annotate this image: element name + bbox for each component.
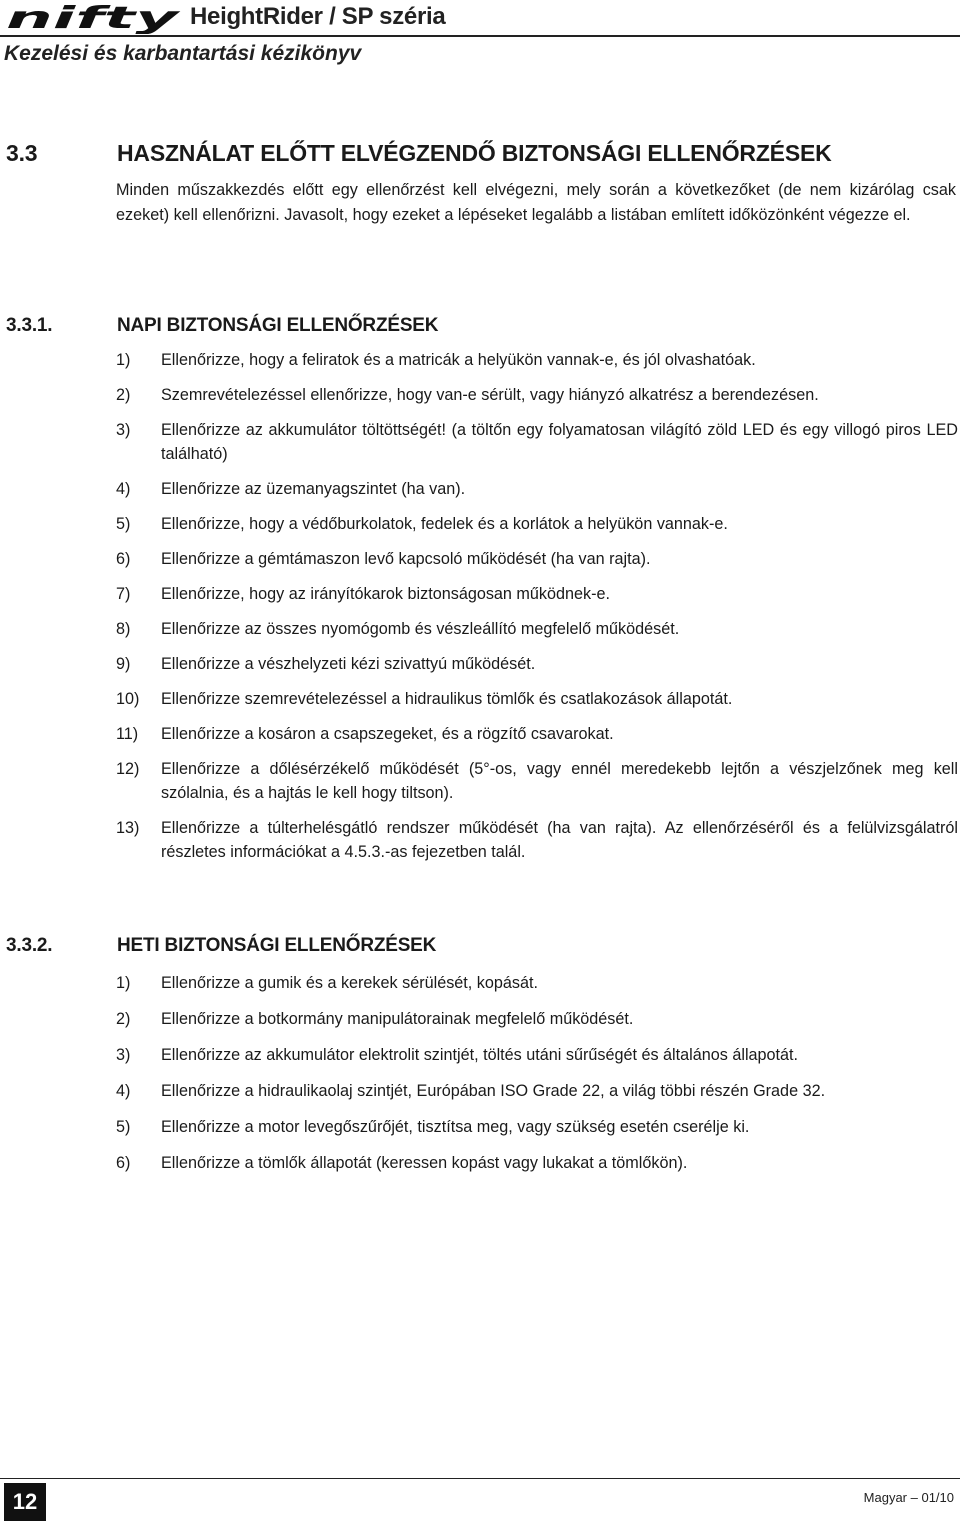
- list-item-text: Ellenőrizze a botkormány manipulátorainak megfelelő működését.: [161, 1010, 634, 1028]
- manual-subtitle: Kezelési és karbantartási kézikönyv: [4, 42, 362, 65]
- page-number: 12: [4, 1483, 46, 1521]
- list-item: [116, 348, 958, 372]
- list-item-text: Szemrevételezéssel ellenőrizze, hogy van-e sérült, vagy hiányzó alkatrész a berendezésen.: [161, 386, 819, 404]
- list-item-number: 7): [116, 585, 131, 603]
- list-item-text: Ellenőrizze az akkumulátor elektrolit szintjét, töltés utáni sűrűségét és általános állapotát.: [161, 1046, 799, 1064]
- list-item-text: Ellenőrizze a hidraulikaolaj szintjét, Európában ISO Grade 22, a világ többi részén Grade 32.: [161, 1082, 826, 1100]
- list-item-text: Ellenőrizze, hogy az irányítókarok biztonságosan működnek-e.: [161, 585, 610, 603]
- list-item-text: Ellenőrizze a gumik és a kerekek sérülését, kopását.: [161, 974, 538, 992]
- list-item-number: 11): [116, 725, 139, 743]
- list-item-text: Ellenőrizze a vészhelyzeti kézi szivattyú működését.: [161, 655, 536, 673]
- logo-wordmark: nifty: [6, 4, 182, 34]
- list-item: [116, 512, 958, 536]
- section-intro: Minden műszakkezdés előtt egy ellenőrzést kell elvégezni, mely során a következőket (de nem kizárólag csak ezeket) kell ellenőrizni. Javasolt, hogy ezeket a lépéseket legalább a listában említett időközönként végezze el.: [116, 181, 956, 224]
- footer-divider: [0, 1478, 960, 1479]
- list-item: [116, 477, 958, 501]
- list-item-number: 1): [116, 351, 131, 369]
- list-item-text: Ellenőrizze az üzemanyagszintet (ha van).: [161, 480, 466, 498]
- list-item-number: 4): [116, 1082, 131, 1100]
- list-item: [116, 816, 958, 864]
- list-item-number: 12): [116, 760, 140, 778]
- page-header: [0, 0, 960, 70]
- list-item-number: 3): [116, 1046, 131, 1064]
- list-item: [116, 383, 958, 407]
- list-item-text: Ellenőrizze a kosáron a csapszegeket, és a rögzítő csavarokat.: [161, 725, 614, 743]
- list-item-number: 2): [116, 1010, 131, 1028]
- list-item: [116, 1079, 958, 1103]
- list-item: [116, 582, 958, 606]
- header-divider: [0, 35, 960, 37]
- list-item: [116, 1151, 958, 1175]
- list-item-number: 6): [116, 1154, 131, 1172]
- list-item-number: 10): [116, 690, 140, 708]
- series-title: HeightRider / SP széria: [190, 3, 446, 30]
- list-item-text: Ellenőrizze a tömlők állapotát (keressen kopást vagy lukakat a tömlőkön).: [161, 1154, 688, 1172]
- list-item: [116, 547, 958, 571]
- nifty-logo: [4, 4, 182, 34]
- list-item-number: 9): [116, 655, 131, 673]
- list-item-text: Ellenőrizze az összes nyomógomb és vészleállító megfelelő működését.: [161, 620, 680, 638]
- weekly-section-title: HETI BIZTONSÁGI ELLENŐRZÉSEK: [117, 935, 437, 956]
- weekly-section-number: 3.3.2.: [6, 935, 53, 956]
- list-item: [116, 757, 958, 805]
- list-item-number: 2): [116, 386, 131, 404]
- list-item-number: 3): [116, 421, 131, 439]
- list-item: [116, 1115, 958, 1139]
- list-item: [116, 687, 958, 711]
- list-item-text: Ellenőrizze a motor levegőszűrőjét, tisztítsa meg, vagy szükség esetén cserélje ki.: [161, 1118, 750, 1136]
- list-item: [116, 1043, 958, 1067]
- section-title: HASZNÁLAT ELŐTT ELVÉGZENDŐ BIZTONSÁGI ELLENŐRZÉSEK: [117, 140, 832, 166]
- list-item: [116, 652, 958, 676]
- daily-section-number: 3.3.1.: [6, 315, 53, 336]
- section-number: 3.3: [6, 140, 38, 166]
- list-item: [116, 971, 958, 995]
- list-item: [116, 722, 958, 746]
- list-item-text: Ellenőrizze szemrevételezéssel a hidraulikus tömlők és csatlakozások állapotát.: [161, 690, 733, 708]
- list-item: [116, 1007, 958, 1031]
- list-item-text: Ellenőrizze a dőlésérzékelő működését (5°-os, vagy ennél meredekebb lejtőn a vészjelzőnek meg kell szólalnia, és a hajtás le kell hogy tiltson).: [161, 760, 958, 802]
- list-item-number: 6): [116, 550, 131, 568]
- daily-checklist: [116, 348, 958, 864]
- list-item-text: Ellenőrizze a gémtámaszon levő kapcsoló működését (ha van rajta).: [161, 550, 651, 568]
- daily-section-title: NAPI BIZTONSÁGI ELLENŐRZÉSEK: [117, 315, 439, 336]
- list-item-text: Ellenőrizze, hogy a feliratok és a matricák a helyükön vannak-e, és jól olvashatóak.: [161, 351, 756, 369]
- list-item-number: 5): [116, 1118, 131, 1136]
- list-item-text: Ellenőrizze az akkumulátor töltöttségét! (a töltőn egy folyamatosan világító zöld LED és egy villogó piros LED található): [161, 421, 958, 463]
- list-item-number: 13): [116, 819, 140, 837]
- list-item-number: 5): [116, 515, 131, 533]
- list-item-number: 4): [116, 480, 131, 498]
- list-item-text: Ellenőrizze, hogy a védőburkolatok, fedelek és a korlátok a helyükön vannak-e.: [161, 515, 728, 533]
- weekly-checklist: [116, 971, 958, 1175]
- list-item-number: 8): [116, 620, 131, 638]
- footer-language-date: Magyar – 01/10: [863, 1490, 954, 1505]
- list-item: [116, 418, 958, 466]
- list-item-text: Ellenőrizze a túlterhelésgátló rendszer működését (ha van rajta). Az ellenőrzéséről és a felülvizsgálatról részletes információkat a 4.5.3.-as fejezetben talál.: [161, 819, 958, 861]
- list-item: [116, 617, 958, 641]
- list-item-number: 1): [116, 974, 131, 992]
